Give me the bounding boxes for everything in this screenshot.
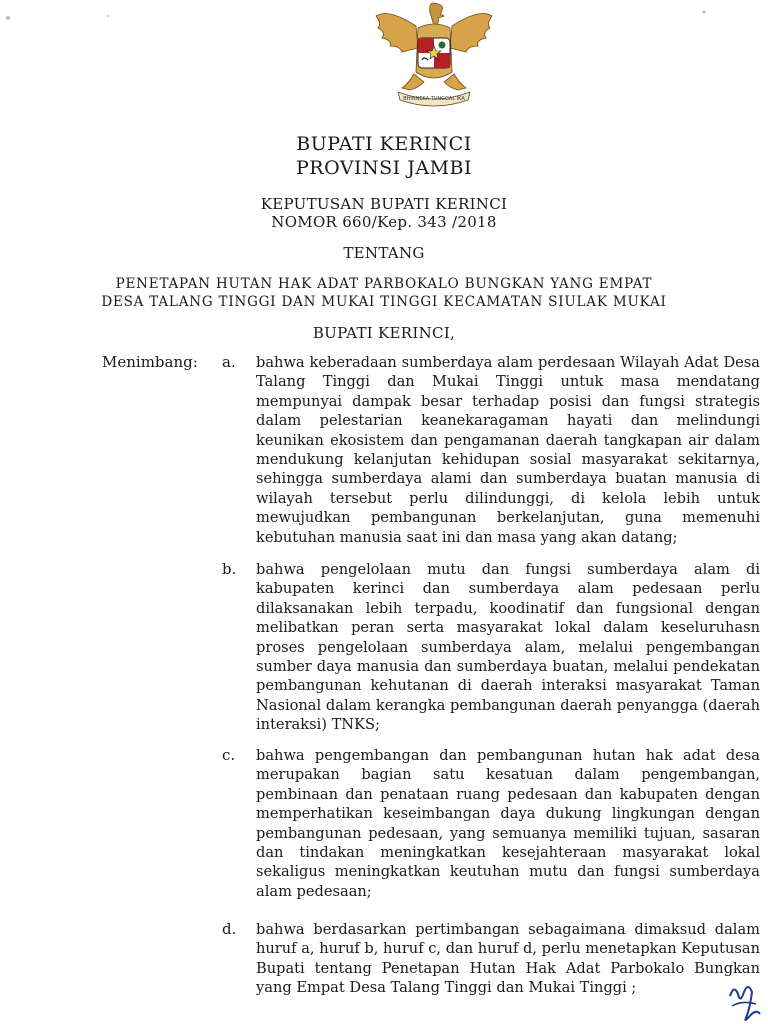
header-title-line1: BUPATI KERINCI bbox=[296, 133, 472, 155]
subject-line1: PENETAPAN HUTAN HAK ADAT PARBOKALO BUNGKAN YANG EMPAT bbox=[115, 276, 653, 292]
item-letter: a. bbox=[222, 353, 236, 371]
subject-line2: DESA TALANG TINGGI DAN MUKAI TINGGI KECAMATAN SIULAK MUKAI bbox=[101, 294, 667, 310]
svg-text:BHINNEKA TUNGGAL IKA: BHINNEKA TUNGGAL IKA bbox=[403, 96, 465, 102]
item-text: bahwa pengelolaan mutu dan fungsi sumberdaya alam di kabupaten kerinci dan sumberdaya alam pedesaan perlu dilaksanakan lebih terpadu, koodinatif dan fungsional dengan melibatkan peran serta masyarakat lokal dalam keseluruhasn proses pengelolaan sumberdaya alam, melalui pengembangan sumber daya manusia dan sumberdaya buatan, melalui pendekatan pembangunan kehutanan di daerah interaksi masyarakat Taman Nasional dalam kerangka pembangunan daerah penyangga (daerah interaksi) TNKS; bbox=[256, 561, 760, 734]
item-letter: d. bbox=[222, 920, 237, 938]
item-letter: b. bbox=[222, 560, 237, 578]
item-letter: c. bbox=[222, 746, 236, 764]
initial-signature bbox=[726, 978, 766, 1024]
item-text: bahwa berdasarkan pertimbangan sebagaimana dimaksud dalam huruf a, huruf b, huruf c, dan huruf d, perlu menetapkan Keputusan Bupati tentang Penetapan Hutan Hak Adat Parbokalo Bungkan yang Empat Desa Talang Tinggi dan Mukai Tinggi ; bbox=[256, 921, 761, 997]
header-title-line2: PROVINSI JAMBI bbox=[295, 157, 472, 179]
menimbang-label: Menimbang: bbox=[102, 353, 198, 371]
scan-artifacts bbox=[0, 0, 768, 20]
decree-title: KEPUTUSAN BUPATI KERINCI bbox=[260, 195, 508, 213]
tentang-label: TENTANG bbox=[343, 244, 425, 262]
issuer-line: BUPATI KERINCI, bbox=[312, 324, 456, 342]
decree-number: NOMOR 660/Kep. 343 /2018 bbox=[271, 213, 497, 231]
item-text: bahwa pengembangan dan pembangunan hutan hak adat desa merupakan bagian satu kesatuan dalam pengembangan, pembinaan dan penataan ruang pedesaan dan kabupaten dengan memperhatikan keseimbangan daya dukung lingkungan dengan pembangunan pedesaan, yang semuanya memiliki tujuan, sasaran dan tindakan meningkatkan kesejahteraan masyarakat lokal sekaligus meningkatkan keutuhan mutu dan fungsi sumberdaya alam pedesaan; bbox=[256, 747, 760, 900]
item-text: bahwa keberadaan sumberdaya alam perdesaan Wilayah Adat Desa Talang Tinggi dan Mukai Tinggi untuk masa mendatang mempunyai dampak besar terhadap posisi dan fungsi strategis dalam pelestarian keanekaragaman hayati dan melindungi keunikan ekosistem dan pengamanan daerah tangkapan air dalam mendukung kelanjutan kehidupan sosial masyarakat sekitarnya, sehingga sumberdaya alami dan sumberdaya buatan manusia di wilayah tersebut perlu dilindunggi, di kelola lebih untuk mewujudkan pembangunan berkelanjutan, guna memenuhi kebutuhan manusia saat ini dan masa yang akan datang; bbox=[256, 354, 760, 546]
